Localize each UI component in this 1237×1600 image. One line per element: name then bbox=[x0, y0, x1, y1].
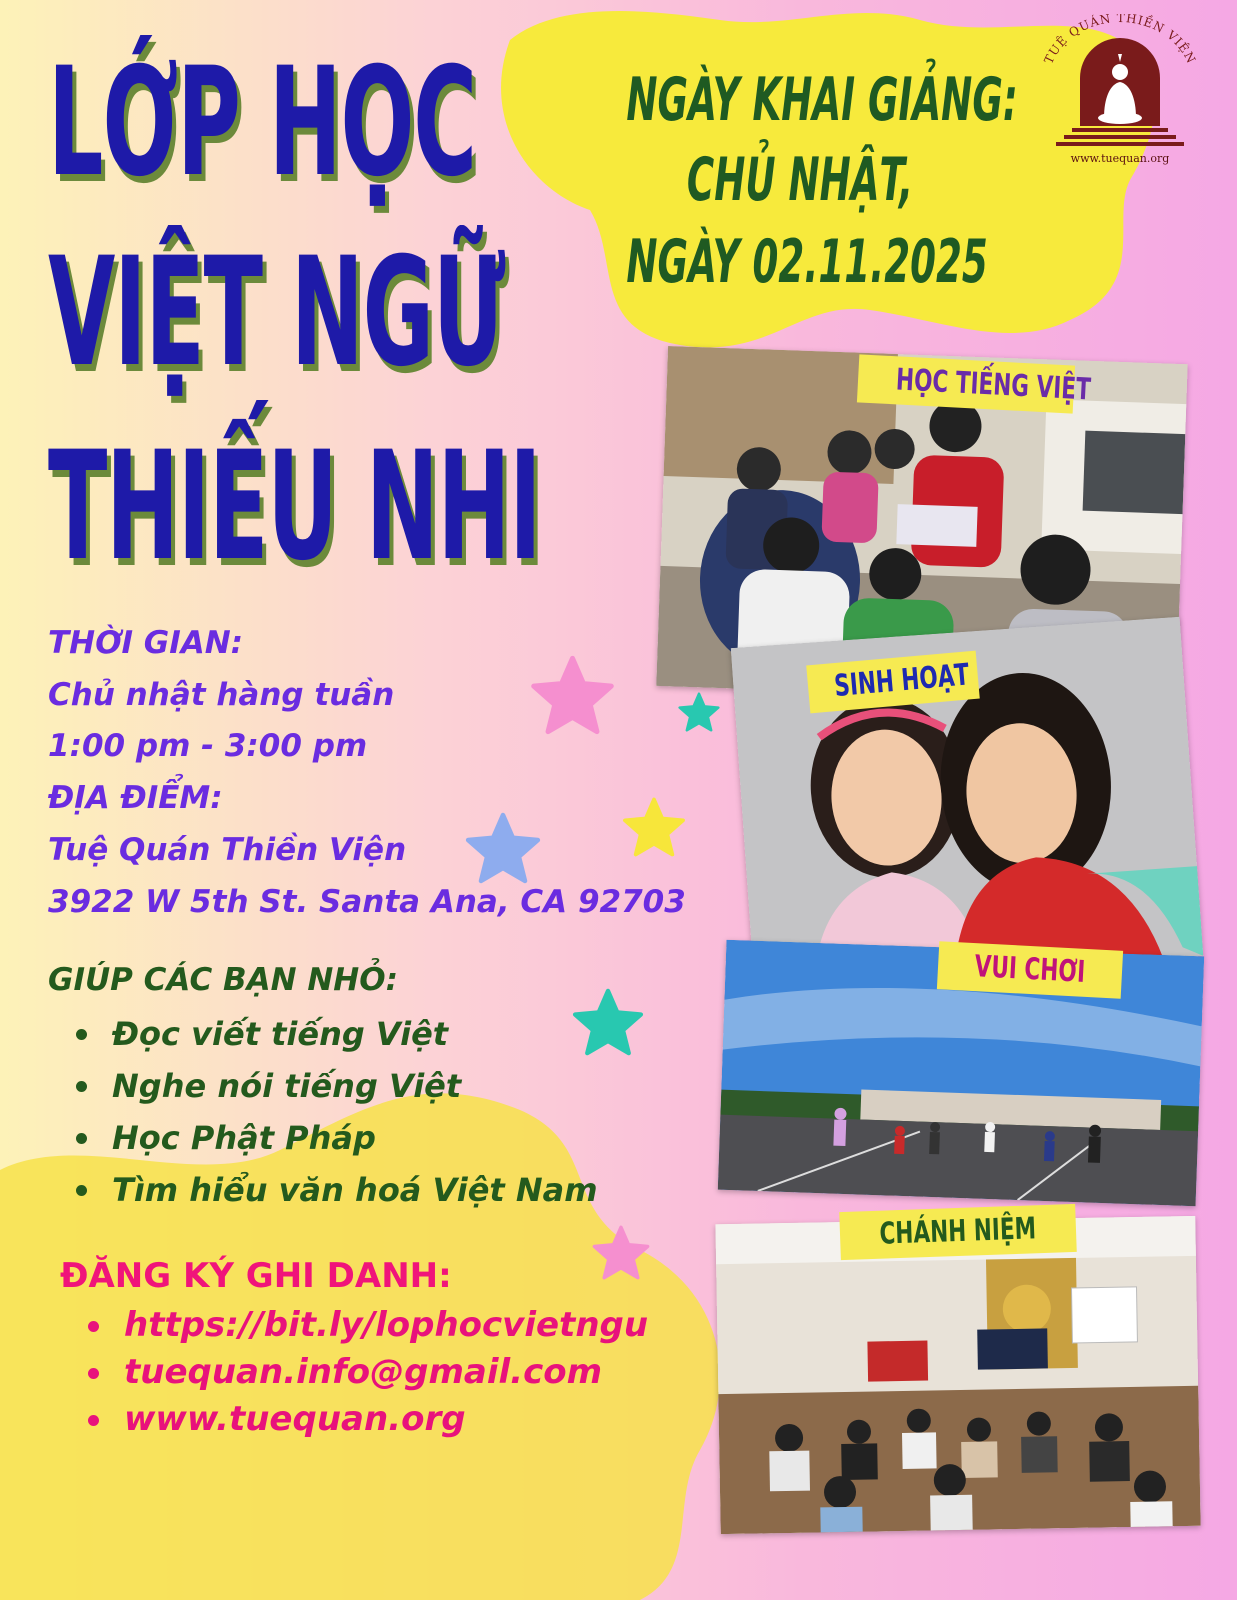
help-heading: GIÚP CÁC BẠN NHỎ: bbox=[48, 962, 398, 998]
register-website[interactable]: www.tuequan.org bbox=[124, 1396, 648, 1443]
blue-star bbox=[465, 812, 541, 884]
title-line-2: VIỆT NGỮ bbox=[48, 226, 505, 400]
register-link[interactable]: https://bit.ly/lophocvietngu bbox=[124, 1302, 648, 1349]
help-list bbox=[112, 1008, 598, 1216]
register-list bbox=[124, 1302, 648, 1443]
register-heading: ĐĂNG KÝ GHI DANH: bbox=[60, 1256, 452, 1296]
photo-label-mindfulness: CHÁNH NIỆM bbox=[839, 1204, 1077, 1260]
schedule-hours: 1:00 pm - 3:00 pm bbox=[48, 728, 368, 764]
place-address: 3922 W 5th St. Santa Ana, CA 92703 bbox=[48, 884, 686, 920]
place-name: Tuệ Quán Thiền Viện bbox=[48, 832, 407, 868]
photo-label-play: VUI CHƠI bbox=[937, 941, 1123, 999]
list-item: Đọc viết tiếng Việt bbox=[112, 1008, 598, 1060]
list-item: Học Phật Pháp bbox=[112, 1112, 598, 1164]
opening-date-line-3: NGÀY 02.11.2025 bbox=[626, 227, 988, 297]
pink-star-small bbox=[592, 1225, 650, 1280]
opening-date-line-2: CHỦ NHẬT, bbox=[686, 145, 914, 215]
list-item: Tìm hiểu văn hoá Việt Nam bbox=[112, 1164, 598, 1216]
tue-quan-logo bbox=[1030, 14, 1210, 174]
title-line-1: LỚP HỌC bbox=[48, 36, 476, 210]
pink-star bbox=[530, 655, 615, 735]
teal-star-small bbox=[678, 692, 720, 732]
schedule-day: Chủ nhật hàng tuần bbox=[48, 677, 395, 713]
time-label: THỜI GIAN: bbox=[48, 625, 244, 661]
place-label: ĐỊA ĐIỂM: bbox=[48, 780, 223, 816]
photo-label-class: HỌC TIẾNG VIỆT bbox=[857, 354, 1075, 413]
yellow-star bbox=[622, 797, 686, 857]
opening-date-line-1: NGÀY KHAI GIẢNG: bbox=[626, 65, 1018, 135]
photo-label-activities: SINH HOẠT bbox=[806, 651, 980, 714]
title-line-3: THIẾU NHI bbox=[48, 420, 541, 594]
meditation-hall-photo bbox=[715, 1216, 1200, 1534]
logo-arc-text: TUỆ QUÁN THIỀN VIỆN bbox=[1041, 14, 1199, 67]
logo-website: www.tuequan.org bbox=[1070, 152, 1170, 165]
register-email[interactable]: tuequan.info@gmail.com bbox=[124, 1349, 648, 1396]
list-item: Nghe nói tiếng Việt bbox=[112, 1060, 598, 1112]
